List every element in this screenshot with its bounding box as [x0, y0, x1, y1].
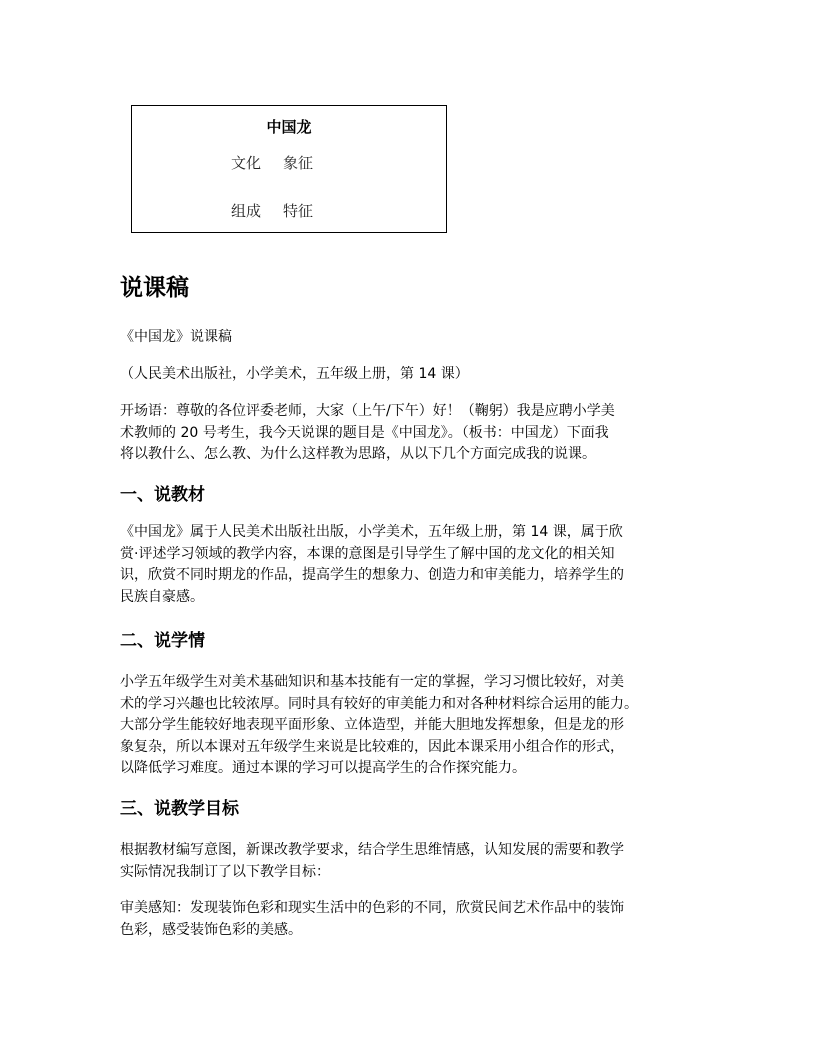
textbook-line: 民族自豪感。: [120, 588, 204, 605]
textbook-line: 《中国龙》属于人民美术出版社出版，小学美术，五年级上册，第 14 课，属于欣: [120, 524, 623, 540]
opening-line: 术教师的 20 号考生，我今天说课的题目是《中国龙》。（板书：中国龙）下面我: [120, 424, 609, 441]
aesthetic-goal-paragraph: [120, 898, 700, 941]
board-word-culture: 文化: [231, 154, 262, 172]
board-word-composition: 组成: [231, 202, 262, 220]
students-line: 大部分学生能较好地表现平面形象、立体造型，并能大胆地发挥想象，但是龙的形: [120, 717, 624, 733]
opening-line: 开场语：尊敬的各位评委老师，大家（上午/下午）好！（鞠躬）我是应聘小学美: [120, 403, 615, 419]
board-word-symbol: 象征: [283, 154, 314, 172]
goals-line: 根据教材编写意图，新课改教学要求，结合学生思维情感，认知发展的需要和教学: [120, 842, 624, 858]
aesthetic-line: 审美感知：发现装饰色彩和现实生活中的色彩的不同，欣赏民间艺术作品中的装饰: [120, 900, 624, 916]
opening-paragraph: [120, 401, 700, 466]
publisher-line: （人民美术出版社，小学美术，五年级上册，第 14 课）: [120, 366, 469, 382]
section-heading-students: 二、说学情: [120, 631, 205, 651]
textbook-line: 识，欣赏不同时期龙的作品，提高学生的想象力、创造力和审美能力，培养学生的: [120, 567, 624, 583]
students-line: 以降低学习难度。通过本课的学习可以提高学生的合作探究能力。: [120, 760, 526, 776]
textbook-line: 赏·评述学习领域的教学内容，本课的意图是引导学生了解中国的龙文化的相关知: [120, 545, 615, 562]
students-line: 小学五年级学生对美术基础知识和基本技能有一定的掌握，学习习惯比较好，对美: [120, 674, 624, 690]
board-word-feature: 特征: [283, 202, 314, 220]
goals-paragraph: [120, 840, 700, 883]
board-title: 中国龙: [266, 118, 312, 136]
blackboard-outline-box: [131, 105, 447, 233]
board-row-culture-symbol: [231, 154, 313, 172]
board-row-composition-feature: [231, 202, 313, 220]
goals-line: 实际情况我制订了以下教学目标：: [120, 863, 330, 880]
textbook-paragraph: [120, 522, 700, 608]
section-heading-goals: 三、说教学目标: [120, 799, 239, 819]
students-line: 术的学习兴趣也比较浓厚。同时具有较好的审美能力和对各种材料综合运用的能力。: [120, 695, 638, 712]
document-title: 说课稿: [120, 275, 189, 301]
opening-line: 将以教什么、怎么教、为什么这样教为思路，从以下几个方面完成我的说课。: [120, 446, 596, 462]
students-line: 象复杂，所以本课对五年级学生来说是比较难的，因此本课采用小组合作的形式，: [120, 738, 624, 755]
students-paragraph: [120, 672, 700, 780]
aesthetic-line: 色彩，感受装饰色彩的美感。: [120, 921, 302, 938]
lesson-subtitle: 《中国龙》说课稿: [120, 329, 232, 345]
section-heading-textbook: 一、说教材: [120, 485, 205, 505]
